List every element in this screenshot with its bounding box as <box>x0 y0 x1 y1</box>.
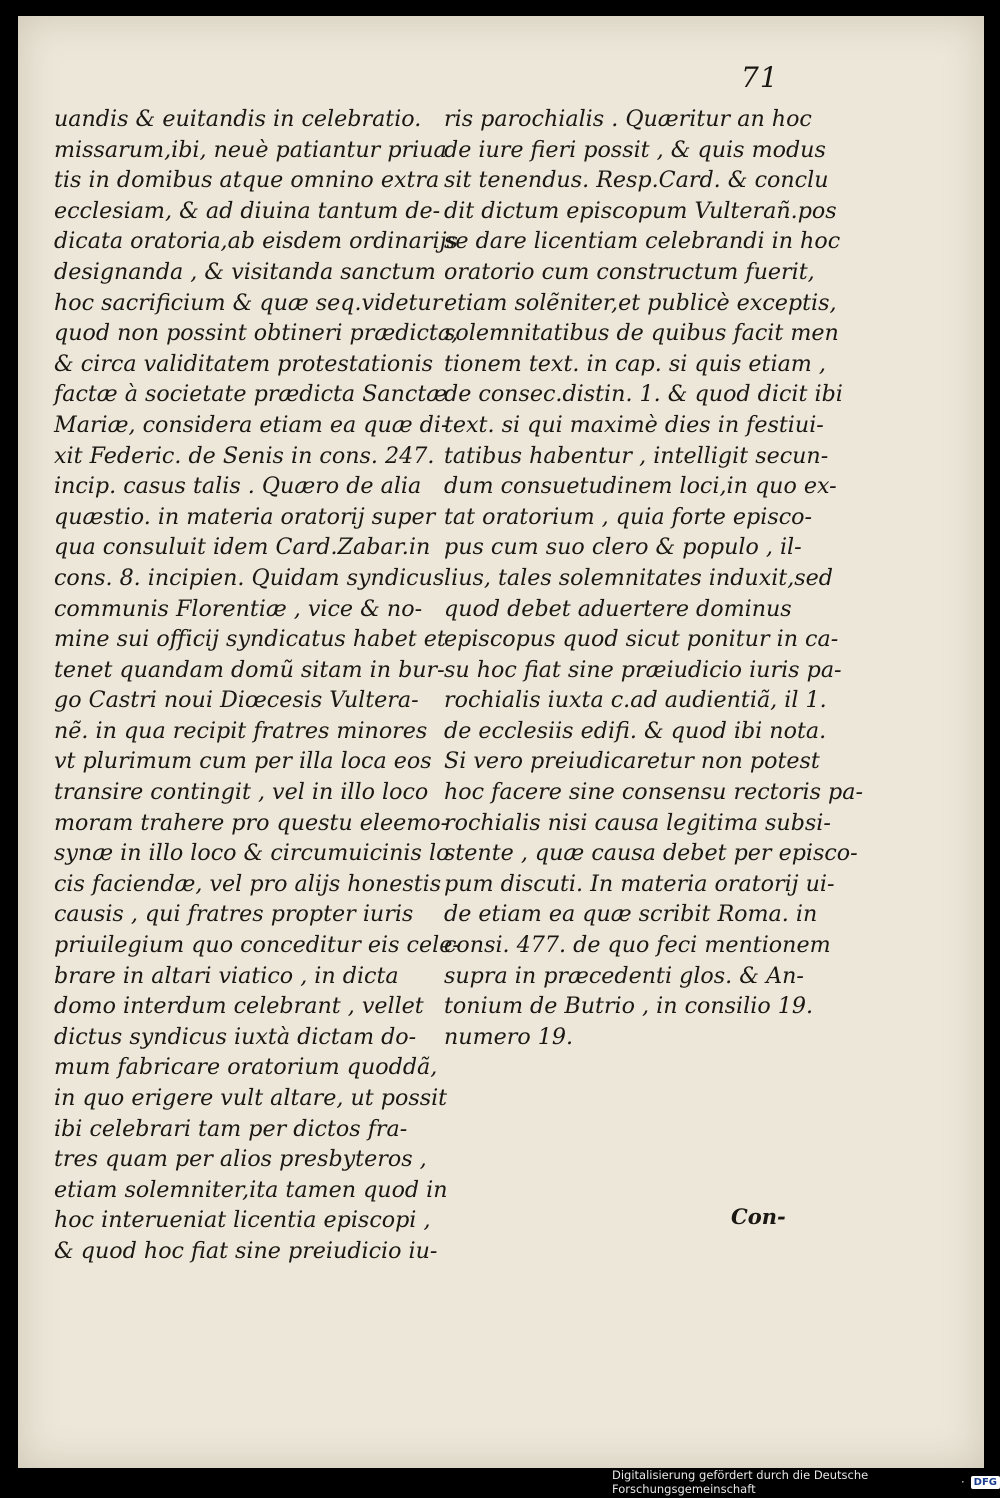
text-line: se dare licentiam celebrandi in hoc <box>444 228 841 255</box>
text-line: vt plurimum cum per illa loca eos <box>54 748 432 775</box>
text-line: rochialis nisi causa legitima subsi- <box>444 809 831 836</box>
text-line: cons. 8. incipien. Quidam syndicus <box>54 564 445 591</box>
text-line: numero 19. <box>444 1023 574 1050</box>
text-line: transire contingit , vel in illo loco <box>54 779 429 806</box>
text-line: hoc interueniat licentia episcopi , <box>54 1207 431 1234</box>
text-line: domo interdum celebrant , vellet <box>54 993 424 1020</box>
text-line: lius, tales solemnitates induxit,sed <box>444 564 833 591</box>
text-line: ibi celebrari tam per dictos fra- <box>54 1115 408 1142</box>
text-line: quod debet aduertere dominus <box>444 595 792 622</box>
text-line: hoc sacrificium & quæ seq.videtur <box>54 289 443 316</box>
text-line: solemnitatibus de quibus facit men <box>444 320 839 347</box>
page-number: 71 <box>741 61 779 94</box>
text-line: quod non possint obtineri prædicta, <box>54 320 459 347</box>
text-line: communis Florentiæ , vice & no- <box>54 595 423 622</box>
text-line: go Castri noui Diœcesis Vultera- <box>54 687 419 714</box>
book-page <box>18 16 984 1468</box>
text-line: mine sui officij syndicatus habet et <box>54 626 446 653</box>
text-line: etiam solemniter,ita tamen quod in <box>54 1176 448 1203</box>
text-line: dictus syndicus iuxtà dictam do- <box>54 1023 417 1050</box>
text-line: xit Federic. de Senis in cons. 247. <box>54 442 435 469</box>
digitization-footer: Digitalisierung gefördert durch die Deutsche Forschungsgemeinschaft · DFG <box>612 1473 1000 1491</box>
text-line: Mariæ, considera etiam ea quæ di- <box>54 411 449 438</box>
text-line: dit dictum episcopum Vulterañ.pos <box>444 197 837 224</box>
text-line: de etiam ea quæ scribit Roma. in <box>444 901 818 928</box>
text-line: text. si qui maximè dies in festiui- <box>444 411 824 438</box>
text-line: mum fabricare oratorium quoddã, <box>54 1054 438 1081</box>
text-line: dicata oratoria,ab eisdem ordinarijs <box>54 228 458 255</box>
text-line: qua consuluit idem Card.Zabar.in <box>54 534 431 561</box>
text-line: uandis & euitandis in celebratio. <box>54 106 422 132</box>
text-line: hoc facere sine consensu rectoris pa- <box>444 779 863 806</box>
right-text-column <box>444 104 863 1052</box>
text-line: causis , qui fratres propter iuris <box>54 901 414 928</box>
text-line: stente , quæ causa debet per episco- <box>444 840 858 867</box>
text-line: designanda , & visitanda sanctum <box>54 258 436 285</box>
text-line: rochialis iuxta c.ad audientiã, il 1. <box>444 687 827 714</box>
text-line: ecclesiam, & ad diuina tantum de- <box>54 197 441 224</box>
text-line: missarum,ibi, neuè patiantur priua <box>54 136 447 163</box>
text-line: tonium de Butrio , in consilio 19. <box>444 993 814 1020</box>
text-line: de consec.distin. 1. & quod dicit ibi <box>444 381 843 408</box>
text-line: tionem text. in cap. si quis etiam , <box>444 350 826 377</box>
text-line: incip. casus talis . Quæro de alia <box>54 473 422 500</box>
text-line: tat oratorium , quia forte episco- <box>444 503 813 530</box>
left-text-column <box>54 104 460 1267</box>
text-line: in quo erigere vult altare, ut possit <box>54 1085 448 1111</box>
text-line: episcopus quod sicut ponitur in ca- <box>444 626 839 653</box>
text-line: & circa validitatem protestationis <box>54 350 434 377</box>
text-line: nẽ. in qua recipit fratres minores <box>54 717 428 744</box>
text-line: synæ in illo loco & circumuicinis lo <box>54 840 450 867</box>
text-line: tenet quandam domũ sitam in bur- <box>54 656 445 683</box>
text-line: pum discuti. In materia oratorij ui- <box>444 870 835 897</box>
text-line: dum consuetudinem loci,in quo ex- <box>444 473 837 500</box>
catchword: Con- <box>731 1204 786 1229</box>
text-line: de ecclesiis edifi. & quod ibi nota. <box>444 717 827 744</box>
text-line: sit tenendus. Resp.Card. & conclu <box>444 167 829 194</box>
text-line: moram trahere pro questu eleemo- <box>54 809 449 836</box>
text-line: consi. 477. de quo feci mentionem <box>444 932 831 959</box>
text-line: cis faciendæ, vel pro alijs honestis <box>54 870 442 897</box>
text-line: etiam solẽniter,et publicè exceptis, <box>444 289 837 316</box>
text-line: factæ à societate prædicta Sanctæ <box>54 381 448 408</box>
text-line: tatibus habentur , intelligit secun- <box>444 442 829 469</box>
dfg-logo: DFG <box>971 1476 1000 1489</box>
text-line: priuilegium quo conceditur eis cele- <box>54 932 460 959</box>
text-line: su hoc fiat sine præiudicio iuris pa- <box>444 656 842 683</box>
text-line: pus cum suo clero & populo , il- <box>444 534 802 561</box>
text-line: & quod hoc fiat sine preiudicio iu- <box>54 1237 438 1264</box>
footer-text: Digitalisierung gefördert durch die Deutsche Forschungsgemeinschaft <box>612 1468 869 1496</box>
text-line: quæstio. in materia oratorij super <box>54 503 436 530</box>
text-line: ris parochialis . Quæritur an hoc <box>444 106 812 132</box>
text-line: Si vero preiudicaretur non potest <box>444 748 820 775</box>
text-line: supra in præcedenti glos. & An- <box>444 962 804 989</box>
text-line: tis in domibus atque omnino extra <box>54 167 440 194</box>
text-line: brare in altari viatico , in dicta <box>54 962 399 989</box>
text-line: de iure fieri possit , & quis modus <box>444 136 826 163</box>
text-line: tres quam per alios presbyteros , <box>54 1146 427 1173</box>
text-line: oratorio cum constructum fuerit, <box>444 258 815 285</box>
